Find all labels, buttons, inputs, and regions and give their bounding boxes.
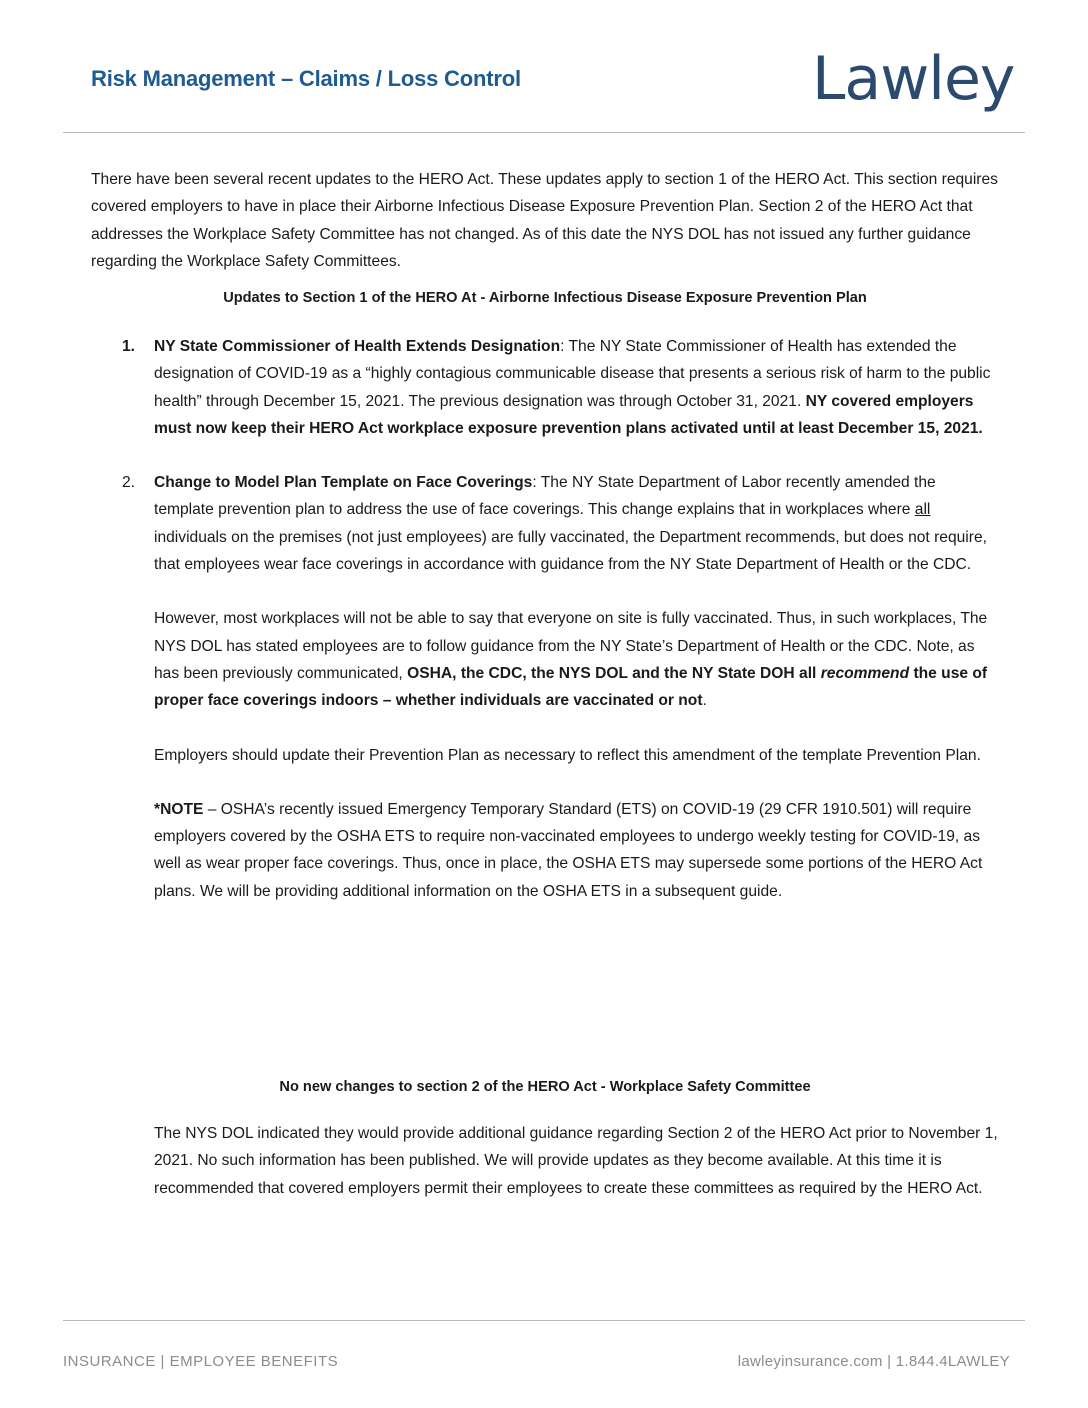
intro-paragraph: There have been several recent updates to the HERO Act. These updates apply to section 1 of the HERO Act. This section requires covered employers to have in place their Airborne Infectious Disease Exposure Prevention Plan. Section 2 of the HERO Act that addresses the Workplace Safety Committee has not changed. As of this date the NYS DOL has not issued any further guidance regarding the Workplace Safety Committees.: [91, 171, 998, 270]
section2-heading: No new changes to section 2 of the HERO Act - Workplace Safety Committee: [279, 1079, 811, 1095]
item1-paragraph: [154, 333, 999, 442]
list-item-2: [91, 469, 999, 905]
footer-divider: [63, 1320, 1025, 1321]
note-label: *NOTE: [154, 800, 204, 818]
item2-para2-end: .: [702, 692, 707, 710]
note-paragraph: [154, 796, 999, 905]
page-title: Risk Management – Claims / Loss Control: [91, 66, 521, 91]
item2-number: 2.: [122, 474, 136, 492]
list-item-1: [91, 333, 999, 442]
footer-tagline: INSURANCE | EMPLOYEE BENEFITS: [63, 1353, 339, 1370]
note-text: – OSHA’s recently issued Emergency Temporary Standard (ETS) on COVID-19 (29 CFR 1910.501) will require employers covered by the OSHA ETS to require non-vaccinated employees to undergo weekly testing for COVID-19, as well as wear proper face coverings. Thus, once in place, the OSHA ETS may supersede some portions of the HERO Act plans. We will be providing additional information on the OSHA ETS in a subsequent guide.: [154, 800, 983, 900]
item1-number: 1.: [122, 338, 136, 355]
footer-contact: lawleyinsurance.com | 1.844.4LAWLEY: [737, 1353, 1010, 1370]
item1-bold-tail: NY covered employers must now keep their HERO Act workplace exposure prevention plans activated until at least December 15, 2021.: [154, 392, 983, 437]
item1-text: : The NY State Commissioner of Health has extended the designation of COVID-19 as a “highly contagious communicable disease that presents a serious risk of harm to the public health” through December 15, 2021. The previous designation was through October 31, 2021.: [154, 338, 991, 410]
item2-para2-a: However, most workplaces will not be able to say that everyone on site is fully vaccinated. Thus, in such workplaces, The NYS DOL has stated employees are to follow guidance from the NY State’s Department of Health or the CDC. Note, as has been previously communicated,: [154, 610, 988, 682]
item2-paragraph-2: [154, 605, 999, 714]
item1-title: NY State Commissioner of Health Extends Designation: [154, 338, 561, 355]
item2-para2-bold-a: OSHA, the CDC, the NYS DOL and the NY State DOH all: [407, 664, 821, 682]
updates-list: [91, 333, 999, 905]
header-divider: [63, 132, 1025, 133]
section1-heading: Updates to Section 1 of the HERO At - Airborne Infectious Disease Exposure Prevention Plan: [223, 290, 867, 306]
item2-underlined: all: [914, 501, 931, 519]
item2-para2-bold-b: the use of proper face coverings indoors – whether individuals are vaccinated or not: [154, 664, 988, 710]
item2-paragraph-3: Employers should update their Prevention Plan as necessary to reflect this amendment of the template Prevention Plan.: [154, 746, 981, 764]
item2-text-b: individuals on the premises (not just employees) are fully vaccinated, the Department recommends, but does not require, that employees wear face coverings in accordance with guidance from the NY State Department of Health or the CDC.: [154, 528, 987, 574]
item2-text-a: : The NY State Department of Labor recently amended the template prevention plan to address the use of face coverings. This change explains that in workplaces where: [154, 474, 936, 519]
lawley-logo: Lawley: [812, 44, 1015, 114]
item2-paragraph: [154, 469, 999, 578]
item2-title: Change to Model Plan Template on Face Coverings: [154, 474, 533, 492]
section2-paragraph: The NYS DOL indicated they would provide additional guidance regarding Section 2 of the HERO Act prior to November 1, 2021. No such information has been published. We will provide updates as they become available. At this time it is recommended that covered employers permit their employees to create these committees as required by the HERO Act.: [154, 1125, 998, 1197]
item2-para2-bold-italic: recommend: [820, 664, 910, 682]
